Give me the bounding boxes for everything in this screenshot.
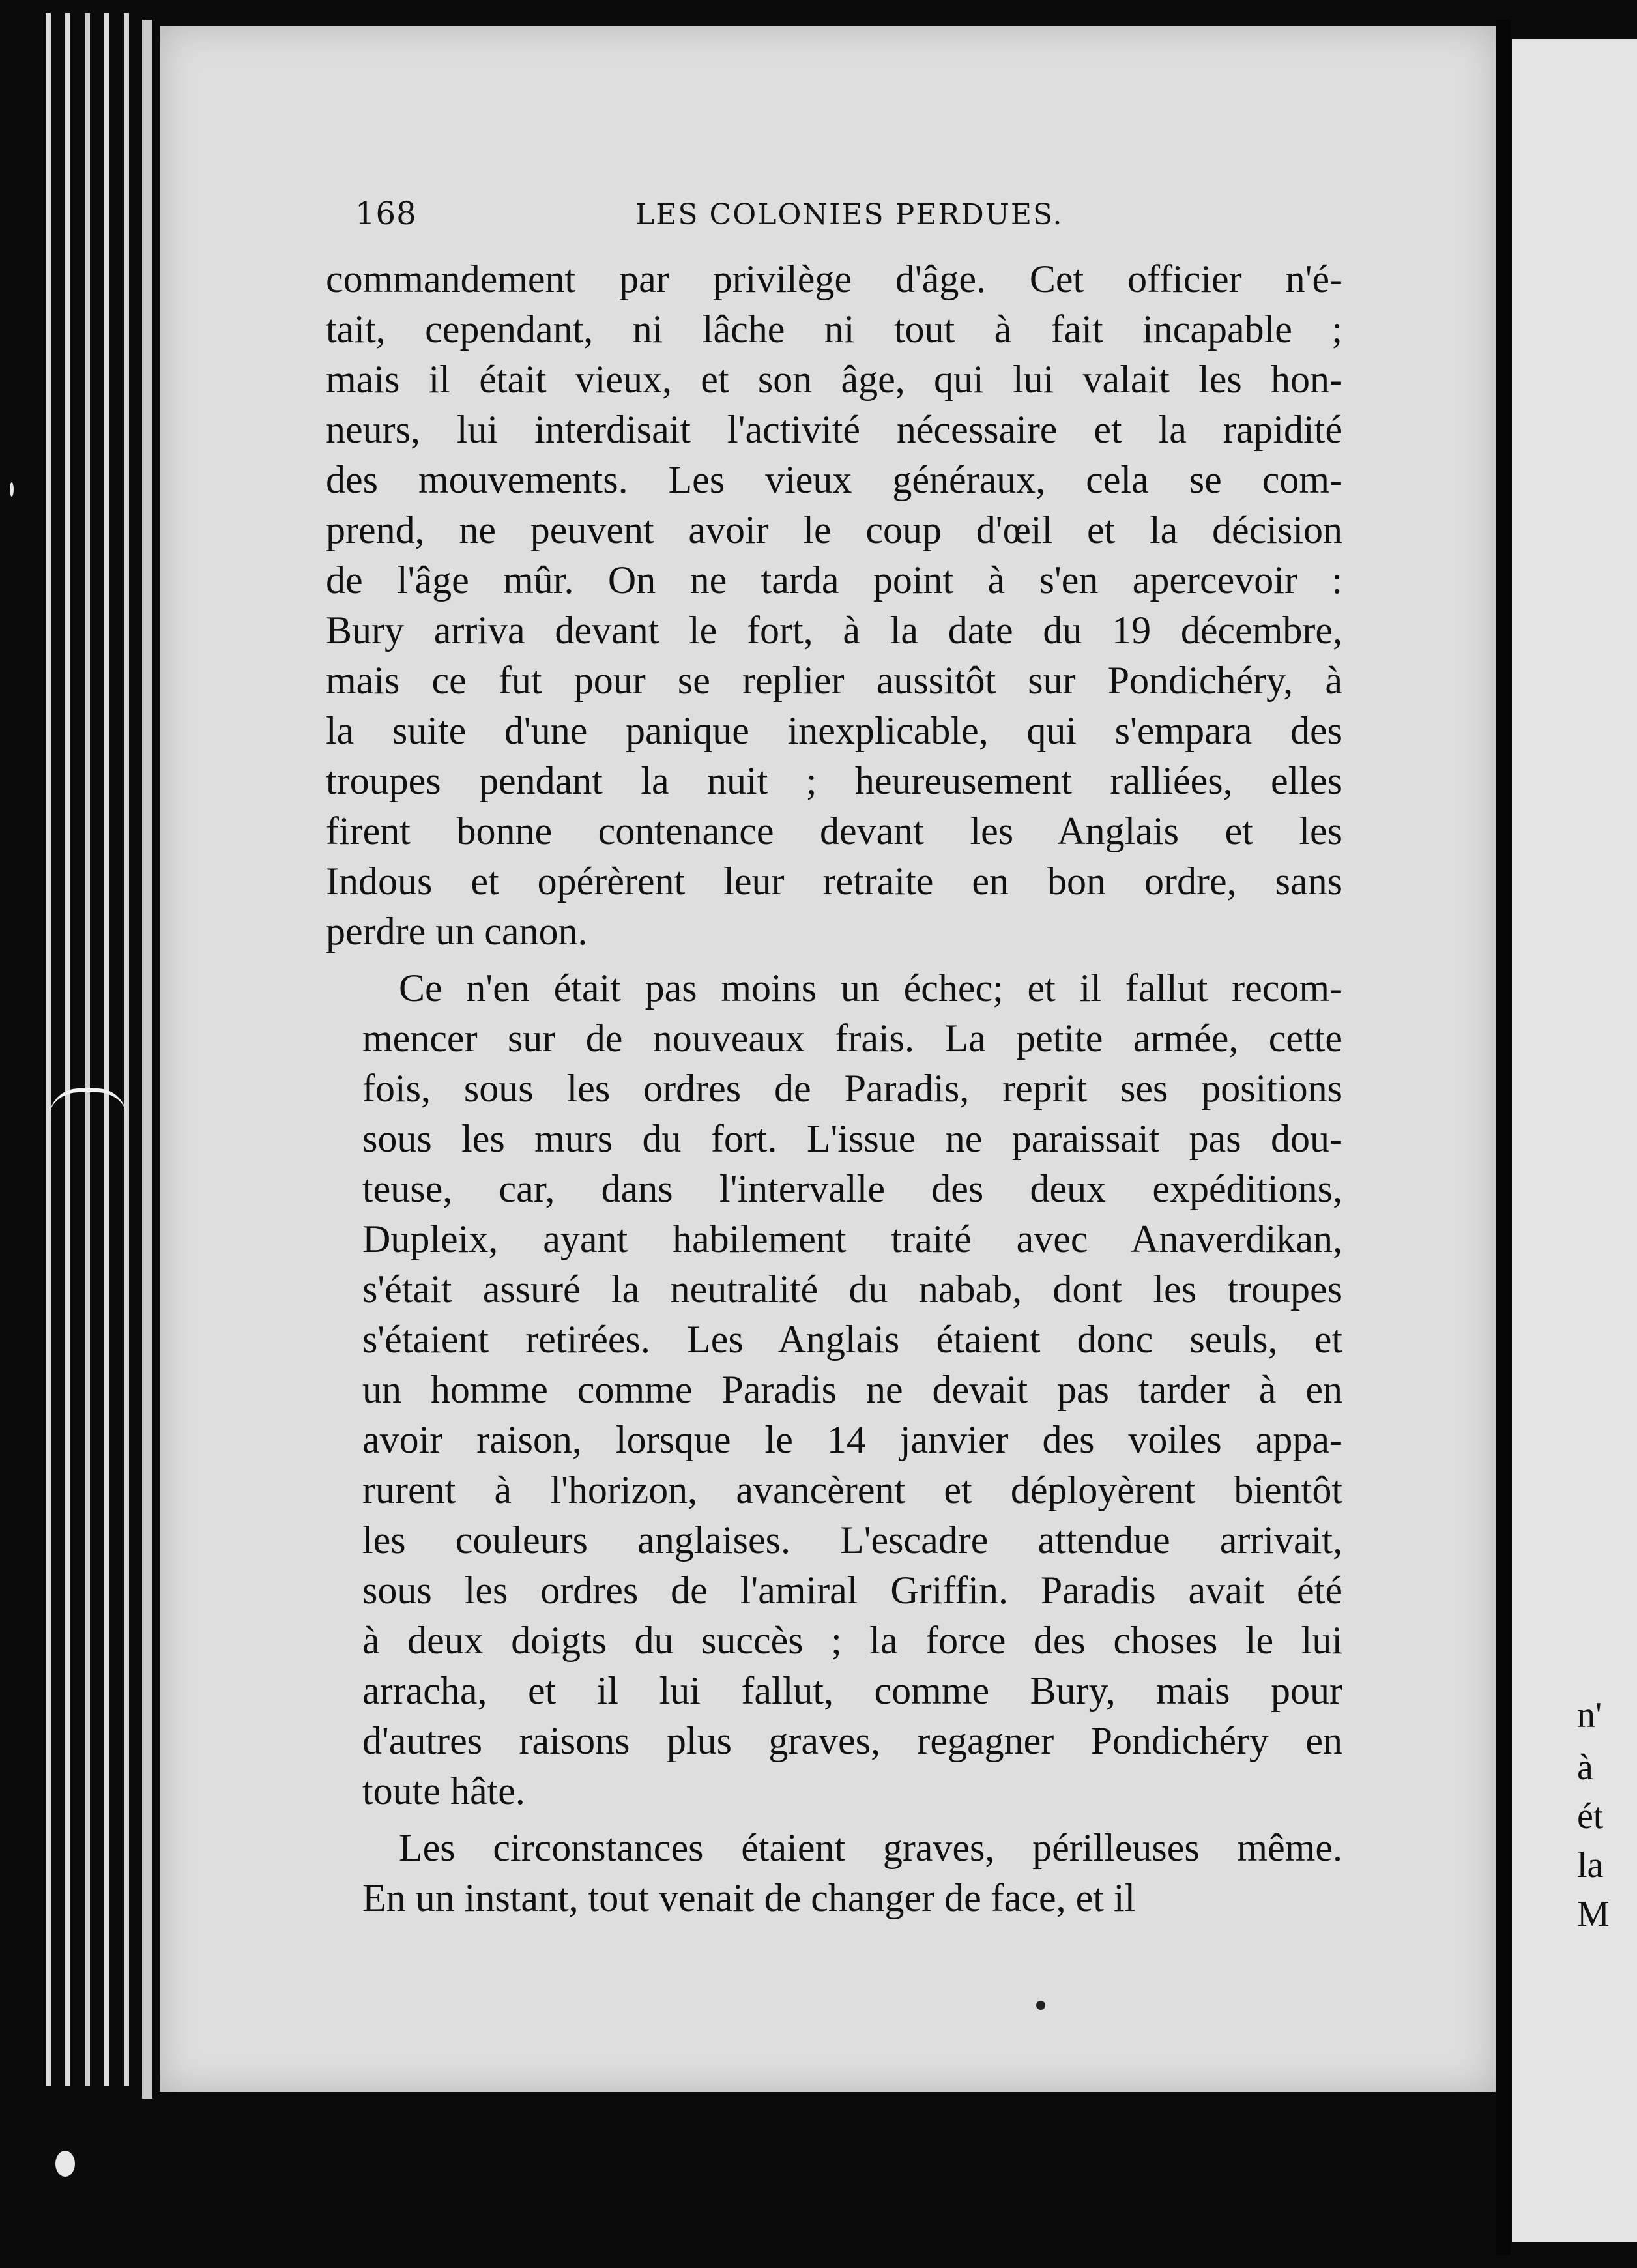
text-line: s'étaient retirées. Les Anglais étaient donc seuls, et bbox=[362, 1318, 1342, 1361]
page-edge bbox=[46, 13, 51, 2086]
facing-page-fragment: M bbox=[1577, 1894, 1610, 1934]
page-edge bbox=[142, 20, 152, 2099]
page-edge bbox=[104, 13, 109, 2086]
text-line: perdre un canon. bbox=[326, 910, 588, 953]
paragraph bbox=[326, 963, 1342, 1816]
text-line: de l'âge mûr. On ne tarda point à s'en apercevoir : bbox=[326, 559, 1342, 602]
facing-page-fragment: à bbox=[1577, 1747, 1593, 1788]
text-line: mencer sur de nouveaux frais. La petite armée, cette bbox=[362, 1017, 1342, 1060]
page-body-text bbox=[326, 254, 1342, 1930]
text-line: Dupleix, ayant habilement traité avec Anaverdikan, bbox=[362, 1217, 1342, 1260]
scan-artifact bbox=[49, 1088, 127, 1118]
text-line: Ce n'en était pas moins un échec; et il fallut recom- bbox=[399, 967, 1342, 1010]
text-line: prend, ne peuvent avoir le coup d'œil et la décision bbox=[326, 508, 1342, 551]
text-line: rurent à l'horizon, avancèrent et déployèrent bientôt bbox=[362, 1468, 1342, 1511]
page-edge bbox=[65, 13, 70, 2086]
text-line: avoir raison, lorsque le 14 janvier des voiles appa- bbox=[362, 1418, 1342, 1461]
scan-artifact bbox=[1036, 2001, 1045, 2010]
text-line: neurs, lui interdisait l'activité nécessaire et la rapidité bbox=[326, 408, 1342, 451]
paragraph bbox=[326, 254, 1342, 957]
text-line: Bury arriva devant le fort, à la date du 19 décembre, bbox=[326, 609, 1342, 652]
text-line: d'autres raisons plus graves, regagner Pondichéry en bbox=[362, 1719, 1342, 1762]
text-line: sous les murs du fort. L'issue ne paraissait pas dou- bbox=[362, 1117, 1342, 1160]
book-gutter bbox=[1496, 20, 1511, 2255]
page-number: 168 bbox=[355, 196, 417, 232]
text-line: sous les ordres de l'amiral Griffin. Paradis avait été bbox=[362, 1569, 1342, 1612]
text-line: firent bonne contenance devant les Anglais et les bbox=[326, 809, 1342, 852]
scan-artifact bbox=[55, 2151, 75, 2177]
facing-page-fragment: ét bbox=[1577, 1796, 1604, 1837]
text-line: toute hâte. bbox=[362, 1769, 525, 1812]
text-line: Indous et opérèrent leur retraite en bon ordre, sans bbox=[326, 860, 1342, 903]
text-line: mais il était vieux, et son âge, qui lui valait les hon- bbox=[326, 358, 1342, 401]
facing-page-fragment: n' bbox=[1577, 1695, 1602, 1736]
page-edge bbox=[85, 13, 90, 2086]
text-line: En un instant, tout venait de changer de face, et il bbox=[362, 1876, 1136, 1919]
facing-page-fragment: la bbox=[1577, 1845, 1604, 1885]
text-line: des mouvements. Les vieux généraux, cela se com- bbox=[326, 458, 1342, 501]
text-line: s'était assuré la neutralité du nabab, dont les troupes bbox=[362, 1268, 1342, 1311]
page-header bbox=[355, 196, 1085, 241]
page-edge bbox=[124, 13, 129, 2086]
text-line: tait, cependant, ni lâche ni tout à fait incapable ; bbox=[326, 308, 1342, 351]
text-line: à deux doigts du succès ; la force des choses le lui bbox=[362, 1619, 1342, 1662]
text-line: troupes pendant la nuit ; heureusement ralliées, elles bbox=[326, 759, 1342, 802]
paragraph bbox=[326, 1823, 1342, 1923]
text-line: commandement par privilège d'âge. Cet officier n'é- bbox=[326, 257, 1342, 300]
text-line: mais ce fut pour se replier aussitôt sur Pondichéry, à bbox=[326, 659, 1342, 702]
running-title: LES COLONIES PERDUES. bbox=[635, 198, 1064, 231]
text-line: un homme comme Paradis ne devait pas tarder à en bbox=[362, 1368, 1342, 1411]
text-line: la suite d'une panique inexplicable, qui s'empara des bbox=[326, 709, 1342, 752]
text-line: fois, sous les ordres de Paradis, reprit ses positions bbox=[362, 1067, 1342, 1110]
text-line: Les circonstances étaient graves, périlleuses même. bbox=[399, 1826, 1342, 1869]
facing-page bbox=[1512, 39, 1637, 2242]
text-line: les couleurs anglaises. L'escadre attendue arrivait, bbox=[362, 1519, 1342, 1562]
scan-artifact bbox=[10, 482, 14, 497]
text-line: teuse, car, dans l'intervalle des deux expéditions, bbox=[362, 1167, 1342, 1210]
text-line: arracha, et il lui fallut, comme Bury, mais pour bbox=[362, 1669, 1342, 1712]
